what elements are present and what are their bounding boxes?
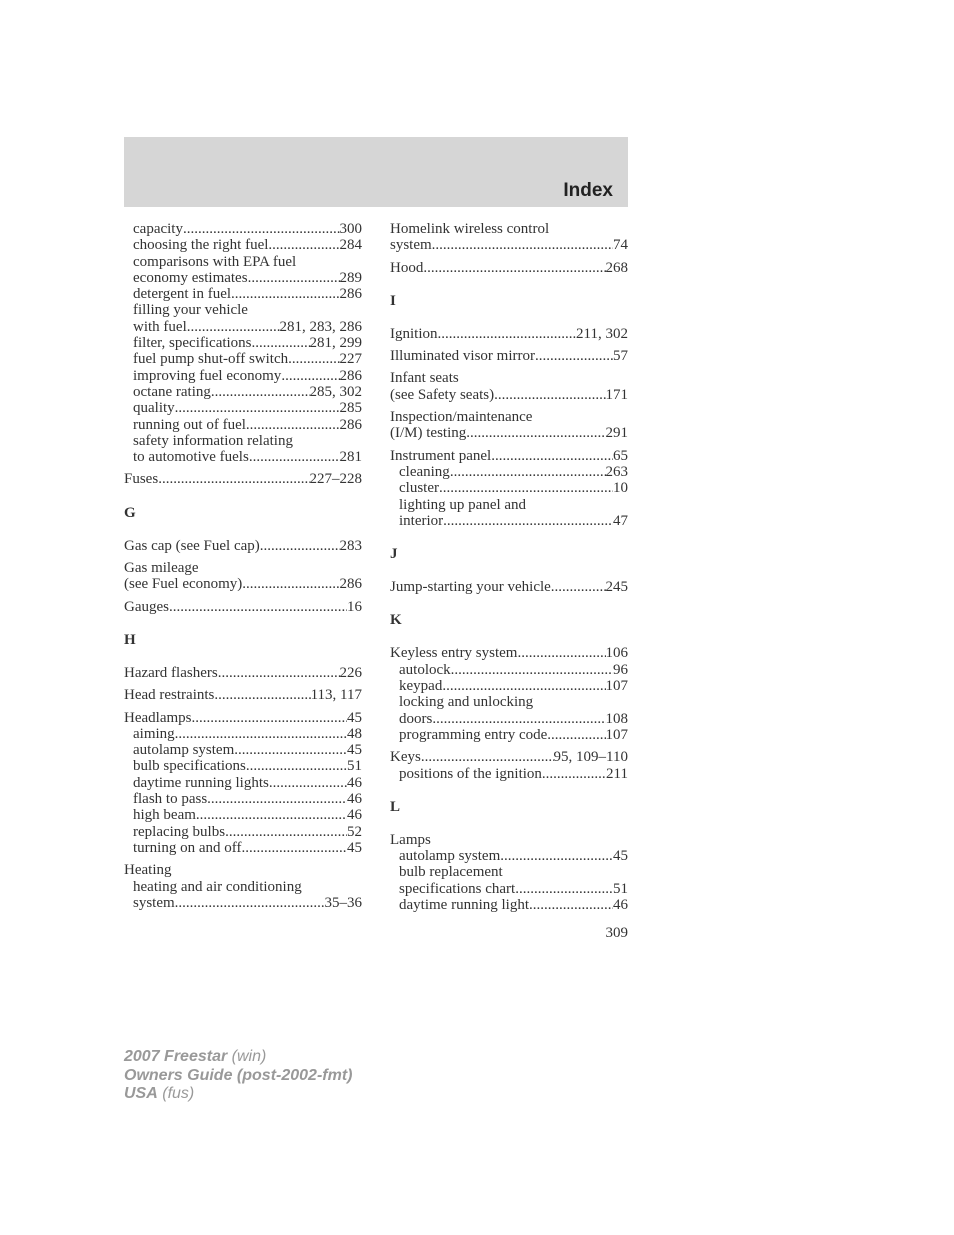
dot-leader xyxy=(500,848,613,864)
index-subentry xyxy=(124,302,362,318)
index-subentry xyxy=(124,270,362,286)
entry-page-reference: 57 xyxy=(613,348,628,365)
index-subentry xyxy=(124,449,362,465)
index-subentry xyxy=(124,319,362,335)
entry-text: autolock xyxy=(399,661,451,678)
dot-leader xyxy=(450,464,606,480)
index-subentry xyxy=(124,400,362,416)
dot-leader xyxy=(242,576,339,592)
entry-page-reference: 74 xyxy=(613,237,628,254)
entry-page-reference: 47 xyxy=(613,512,628,529)
entry-page-reference: 281 xyxy=(339,449,362,466)
dot-leader xyxy=(191,710,347,726)
entry-page-reference: 35–36 xyxy=(324,894,362,911)
index-subentry xyxy=(124,775,362,791)
index-entry xyxy=(390,387,628,403)
dot-leader xyxy=(158,471,309,487)
dot-leader xyxy=(175,726,347,742)
dot-leader xyxy=(207,791,347,807)
index-entry xyxy=(390,348,628,364)
section-header xyxy=(124,137,628,207)
dot-leader xyxy=(494,387,605,403)
dot-leader xyxy=(517,645,605,661)
entry-text: daytime running lights xyxy=(133,774,269,791)
index-subentry xyxy=(124,254,362,270)
entry-text: cleaning xyxy=(399,463,450,480)
entry-page-reference: 281, 299 xyxy=(309,335,362,352)
dot-leader xyxy=(547,727,605,743)
entry-text: interior xyxy=(399,512,444,529)
entry-page-reference: 285, 302 xyxy=(309,383,362,400)
index-letter-heading: H xyxy=(124,631,136,648)
entry-text: aiming xyxy=(133,725,175,742)
dot-leader xyxy=(438,326,577,342)
entry-page-reference: 286 xyxy=(339,416,362,433)
entry-text: programming entry code xyxy=(399,726,548,743)
entry-text: bulb specifications xyxy=(133,758,246,775)
index-subentry xyxy=(390,480,628,496)
index-letter-heading: K xyxy=(390,612,402,629)
entry-text: keypad xyxy=(399,678,443,695)
entry-text: octane rating xyxy=(133,383,211,400)
index-entry xyxy=(124,599,362,615)
entry-page-reference: 65 xyxy=(613,447,628,464)
dot-leader xyxy=(187,319,280,335)
entry-text: choosing the right fuel xyxy=(133,237,269,254)
entry-page-reference: 10 xyxy=(613,480,628,497)
entry-text: lighting up panel and xyxy=(399,496,527,513)
index-subentry xyxy=(390,897,628,913)
index-entry xyxy=(124,538,362,554)
dot-leader xyxy=(451,662,613,678)
entry-text: Illuminated visor mirror xyxy=(390,348,535,365)
entry-text: specifications chart xyxy=(399,880,516,897)
entry-page-reference: 211 xyxy=(606,765,628,782)
index-entry xyxy=(390,370,628,386)
index-subentry xyxy=(124,824,362,840)
entry-text: Hood xyxy=(390,259,424,276)
index-subentry xyxy=(124,791,362,807)
index-letter-heading: L xyxy=(390,798,401,815)
page-number: 309 xyxy=(605,925,628,941)
dot-leader xyxy=(515,881,613,897)
dot-leader xyxy=(175,895,325,911)
index-entry xyxy=(390,237,628,253)
entry-page-reference: 285 xyxy=(339,400,362,417)
index-subentry xyxy=(124,879,362,895)
index-subentry xyxy=(124,237,362,253)
entry-text: Hazard flashers xyxy=(124,664,218,681)
entry-page-reference: 291 xyxy=(605,425,628,442)
index-subentry xyxy=(124,433,362,449)
entry-page-reference: 211, 302 xyxy=(576,325,628,342)
index-subentry xyxy=(390,497,628,513)
dot-leader xyxy=(169,599,347,615)
entry-text: economy estimates xyxy=(133,269,248,286)
index-subentry xyxy=(124,726,362,742)
dot-leader xyxy=(269,775,347,791)
entry-text: filling your vehicle xyxy=(133,302,248,319)
entry-page-reference: 106 xyxy=(605,645,628,662)
index-entry xyxy=(124,862,362,878)
index-subentry xyxy=(124,335,362,351)
dot-leader xyxy=(491,448,613,464)
dot-leader xyxy=(268,237,339,253)
entry-page-reference: 286 xyxy=(339,286,362,303)
entry-page-reference: 51 xyxy=(347,758,362,775)
entry-page-reference: 16 xyxy=(347,598,362,615)
entry-text: improving fuel economy xyxy=(133,367,282,384)
entry-page-reference: 286 xyxy=(339,576,362,593)
entry-page-reference: 45 xyxy=(613,848,628,865)
index-subentry xyxy=(124,286,362,302)
entry-page-reference: 107 xyxy=(605,726,628,743)
index-column-left xyxy=(124,221,362,911)
entry-page-reference: 284 xyxy=(339,237,362,254)
entry-text: system xyxy=(390,237,432,254)
entry-page-reference: 107 xyxy=(605,678,628,695)
dot-leader xyxy=(551,579,606,595)
index-subentry xyxy=(124,221,362,237)
index-letter-heading: I xyxy=(390,292,396,309)
entry-text: turning on and off xyxy=(133,839,242,856)
dot-leader xyxy=(196,807,347,823)
index-letter-heading: J xyxy=(390,546,398,563)
index-entry xyxy=(390,409,628,425)
entry-page-reference: 45 xyxy=(347,839,362,856)
index-subentry xyxy=(390,678,628,694)
entry-page-reference: 289 xyxy=(339,269,362,286)
entry-text: Ignition xyxy=(390,325,438,342)
entry-page-reference: 45 xyxy=(347,742,362,759)
dot-leader xyxy=(432,711,605,727)
index-entry xyxy=(390,832,628,848)
index-subentry xyxy=(124,758,362,774)
index-subentry xyxy=(124,807,362,823)
entry-page-reference: 245 xyxy=(605,579,628,596)
entry-page-reference: 171 xyxy=(605,386,628,403)
dot-leader xyxy=(211,384,310,400)
entry-text: Keyless entry system xyxy=(390,645,518,662)
section-title: Index xyxy=(563,180,613,201)
index-subentry xyxy=(390,464,628,480)
dot-leader xyxy=(183,221,340,237)
entry-text: bulb replacement xyxy=(399,864,503,881)
index-entry xyxy=(124,665,362,681)
index-subentry xyxy=(124,384,362,400)
index-entry xyxy=(124,471,362,487)
entry-text: Fuses xyxy=(124,471,159,488)
dot-leader xyxy=(252,335,310,351)
index-entry xyxy=(390,326,628,342)
entry-text: system xyxy=(133,894,175,911)
entry-page-reference: 51 xyxy=(613,880,628,897)
dot-leader xyxy=(175,400,340,416)
entry-page-reference: 95, 109–110 xyxy=(553,749,628,766)
entry-text: flash to pass xyxy=(133,791,208,808)
entry-text: Gas mileage xyxy=(124,560,199,577)
index-letter-heading: G xyxy=(124,504,136,521)
dot-leader xyxy=(225,824,347,840)
entry-text: locking and unlocking xyxy=(399,694,534,711)
dot-leader xyxy=(466,425,605,441)
index-entry xyxy=(124,687,362,703)
entry-text: daytime running light xyxy=(399,897,529,914)
index-entry xyxy=(390,448,628,464)
index-subentry xyxy=(390,694,628,710)
dot-leader xyxy=(281,368,339,384)
entry-text: Homelink wireless control xyxy=(390,221,550,237)
dot-leader xyxy=(218,665,340,681)
entry-page-reference: 263 xyxy=(605,463,628,480)
index-subentry xyxy=(124,895,362,911)
index-subentry xyxy=(390,711,628,727)
entry-text: running out of fuel xyxy=(133,416,246,433)
dot-leader xyxy=(542,766,606,782)
entry-page-reference: 46 xyxy=(347,791,362,808)
index-entry xyxy=(390,579,628,595)
index-subentry xyxy=(124,417,362,433)
entry-page-reference: 283 xyxy=(339,537,362,554)
entry-page-reference: 268 xyxy=(605,259,628,276)
dot-leader xyxy=(241,840,347,856)
index-subentry xyxy=(390,513,628,529)
dot-leader xyxy=(529,897,613,913)
entry-page-reference: 300 xyxy=(339,221,362,237)
entry-page-reference: 46 xyxy=(347,807,362,824)
entry-text: Heating xyxy=(124,862,172,879)
footer-line-2: Owners Guide (post-2002-fmt) xyxy=(124,1066,353,1084)
dot-leader xyxy=(234,742,347,758)
index-entry xyxy=(390,221,628,237)
index-entry xyxy=(390,749,628,765)
entry-text: heating and air conditioning xyxy=(133,878,302,895)
entry-text: cluster xyxy=(399,480,439,497)
dot-leader xyxy=(535,348,613,364)
index-subentry xyxy=(124,840,362,856)
entry-page-reference: 45 xyxy=(347,709,362,726)
entry-page-reference: 113, 117 xyxy=(310,687,362,704)
document-footer xyxy=(124,1048,352,1104)
index-entry xyxy=(124,576,362,592)
entry-text: comparisons with EPA fuel xyxy=(133,253,297,270)
entry-text: Gauges xyxy=(124,598,169,615)
dot-leader xyxy=(432,237,613,253)
entry-page-reference: 46 xyxy=(347,774,362,791)
index-subentry xyxy=(124,742,362,758)
index-subentry xyxy=(390,662,628,678)
entry-text: capacity xyxy=(133,221,183,237)
index-entry xyxy=(390,645,628,661)
dot-leader xyxy=(246,758,347,774)
dot-leader xyxy=(246,417,340,433)
index-subentry xyxy=(390,881,628,897)
dot-leader xyxy=(443,513,613,529)
entry-text: Gas cap (see Fuel cap) xyxy=(124,537,260,554)
entry-text: quality xyxy=(133,400,175,417)
entry-page-reference: 227–228 xyxy=(309,471,362,488)
entry-page-reference: 108 xyxy=(605,710,628,727)
index-entry xyxy=(124,710,362,726)
entry-text: Lamps xyxy=(390,831,431,848)
index-entry xyxy=(390,260,628,276)
footer-line-3: USA (fus) xyxy=(124,1085,195,1102)
entry-text: Infant seats xyxy=(390,370,459,387)
entry-text: positions of the ignition xyxy=(399,765,542,782)
dot-leader xyxy=(442,678,605,694)
index-subentry xyxy=(390,848,628,864)
dot-leader xyxy=(439,480,613,496)
index-entry xyxy=(124,560,362,576)
dot-leader xyxy=(231,286,339,302)
entry-text: Inspection/maintenance xyxy=(390,409,533,426)
entry-text: safety information relating xyxy=(133,432,293,449)
entry-text: (I/M) testing xyxy=(390,425,467,442)
dot-leader xyxy=(421,749,554,765)
entry-text: (see Safety seats) xyxy=(390,386,495,403)
entry-text: filter, specifications xyxy=(133,335,252,352)
dot-leader xyxy=(214,687,310,703)
entry-page-reference: 46 xyxy=(613,897,628,914)
entry-text: replacing bulbs xyxy=(133,823,226,840)
entry-text: Head restraints xyxy=(124,687,215,704)
dot-leader xyxy=(423,260,605,276)
entry-text: autolamp system xyxy=(399,848,501,865)
entry-text: (see Fuel economy) xyxy=(124,576,243,593)
entry-page-reference: 286 xyxy=(339,367,362,384)
entry-text: fuel pump shut-off switch xyxy=(133,351,289,368)
entry-page-reference: 226 xyxy=(339,664,362,681)
entry-text: Keys xyxy=(390,749,421,766)
entry-page-reference: 48 xyxy=(347,725,362,742)
entry-text: autolamp system xyxy=(133,742,235,759)
entry-text: with fuel xyxy=(133,318,187,335)
index-subentry xyxy=(390,727,628,743)
dot-leader xyxy=(288,351,339,367)
entry-page-reference: 281, 283, 286 xyxy=(279,318,362,335)
index-subentry xyxy=(124,351,362,367)
index-subentry xyxy=(390,766,628,782)
index-column-right xyxy=(390,221,628,913)
entry-text: detergent in fuel xyxy=(133,286,232,303)
dot-leader xyxy=(260,538,340,554)
entry-text: Headlamps xyxy=(124,709,192,726)
entry-text: Instrument panel xyxy=(390,447,492,464)
entry-page-reference: 52 xyxy=(347,823,362,840)
index-entry xyxy=(390,425,628,441)
entry-text: high beam xyxy=(133,807,196,824)
dot-leader xyxy=(249,449,340,465)
entry-text: Jump-starting your vehicle xyxy=(390,579,551,596)
entry-page-reference: 227 xyxy=(339,351,362,368)
index-subentry xyxy=(124,368,362,384)
index-subentry xyxy=(390,864,628,880)
entry-page-reference: 96 xyxy=(613,661,628,678)
footer-line-1: 2007 Freestar (win) xyxy=(124,1048,267,1065)
entry-text: to automotive fuels xyxy=(133,449,249,466)
dot-leader xyxy=(248,270,340,286)
entry-text: doors xyxy=(399,710,433,727)
